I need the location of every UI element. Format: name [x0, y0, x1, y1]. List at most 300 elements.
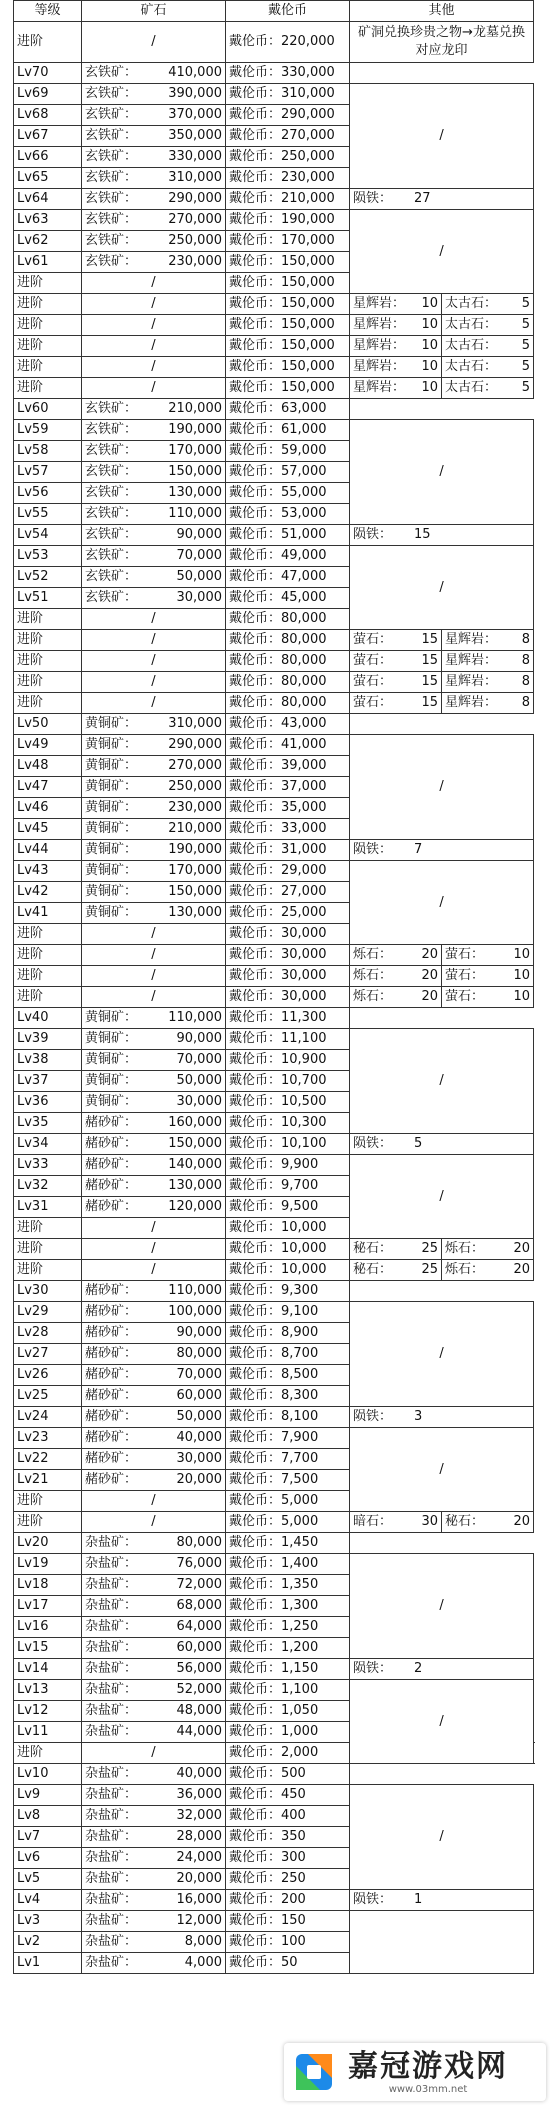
item-amount: 8: [521, 653, 531, 668]
cell-coin: 戴伦币：200: [226, 1890, 350, 1911]
cell-coin: 戴伦币：7,700: [226, 1449, 350, 1470]
cell-level: Lv12: [14, 1701, 82, 1722]
ore-amount: 170,000: [168, 443, 222, 458]
cell-level: Lv63: [14, 210, 82, 231]
cell-level: 进阶: [14, 693, 82, 714]
cell-ore: [82, 1050, 226, 1071]
cell-ore: [82, 714, 226, 735]
cell-ore: /: [82, 1743, 226, 1764]
cell-level: 进阶: [14, 336, 82, 357]
cell-level: 进阶: [14, 672, 82, 693]
cell-ore: /: [82, 378, 226, 399]
cell-level: 进阶: [14, 966, 82, 987]
header-ore: 矿石: [82, 1, 226, 22]
cell-ore: [82, 1155, 226, 1176]
cell-ore: [82, 1869, 226, 1890]
table-row: [14, 1029, 534, 1050]
ore-amount: 80,000: [176, 1346, 222, 1361]
cell-material-a: [350, 651, 442, 672]
ore-amount: 150,000: [168, 884, 222, 899]
item-name: 烁石：: [445, 1262, 485, 1277]
item-amount: 25: [421, 1241, 438, 1256]
cell-other: /: [350, 1680, 534, 1764]
cell-material-a: [350, 1512, 442, 1533]
item-name: 太古石：: [445, 296, 498, 311]
cell-ore: [82, 462, 226, 483]
cell-level: Lv28: [14, 1323, 82, 1344]
cell-coin: 戴伦币：1,350: [226, 1575, 350, 1596]
item-amount: 10: [421, 380, 438, 395]
ore-amount: 16,000: [176, 1892, 222, 1907]
cell-coin: 戴伦币：150,000: [226, 294, 350, 315]
item-name: 秘石：: [353, 1262, 393, 1277]
cell-ore: [82, 1029, 226, 1050]
ore-name: 玄铁矿：: [85, 548, 138, 563]
cell-ore: [82, 567, 226, 588]
cell-coin: 戴伦币：1,000: [226, 1722, 350, 1743]
cell-coin: 戴伦币：11,100: [226, 1029, 350, 1050]
item-name: 陨铁：: [353, 1661, 393, 1676]
item-name: 陨铁：: [353, 1409, 393, 1424]
cell-material-a: [350, 315, 442, 336]
cell-level: Lv6: [14, 1848, 82, 1869]
ore-amount: 40,000: [176, 1766, 222, 1781]
cell-level: Lv64: [14, 189, 82, 210]
cell-level: Lv20: [14, 1533, 82, 1554]
cell-other: /: [350, 1554, 534, 1659]
cell-other: [350, 189, 534, 210]
cell-level: 进阶: [14, 1239, 82, 1260]
item-name: 星辉岩：: [353, 380, 406, 395]
ore-name: 赭砂矿：: [85, 1367, 138, 1382]
cell-coin: 戴伦币：35,000: [226, 798, 350, 819]
cell-ore: [82, 1911, 226, 1932]
cell-level: Lv23: [14, 1428, 82, 1449]
cell-ore: [82, 777, 226, 798]
cell-ore: /: [82, 693, 226, 714]
cell-coin: 戴伦币：310,000: [226, 84, 350, 105]
cell-level: 进阶: [14, 651, 82, 672]
ore-amount: 130,000: [168, 485, 222, 500]
cell-ore: [82, 882, 226, 903]
cell-level: Lv42: [14, 882, 82, 903]
ore-amount: 100,000: [168, 1304, 222, 1319]
cell-ore: /: [82, 966, 226, 987]
table-row: [14, 1512, 534, 1533]
table-row: [14, 315, 534, 336]
ore-amount: 12,000: [176, 1913, 222, 1928]
cell-ore: [82, 504, 226, 525]
table-row: [14, 1239, 534, 1260]
table-row: [14, 525, 534, 546]
item-name: 烁石：: [353, 989, 393, 1004]
cell-ore: /: [82, 987, 226, 1008]
ore-name: 赭砂矿：: [85, 1451, 138, 1466]
cell-other: /: [350, 735, 534, 840]
ore-name: 赭砂矿：: [85, 1199, 138, 1214]
cell-coin: 戴伦币：10,000: [226, 1218, 350, 1239]
cell-level: Lv2: [14, 1932, 82, 1953]
ore-name: 杂盐矿：: [85, 1577, 138, 1592]
item-name: 萤石：: [353, 695, 393, 710]
cell-ore: [82, 441, 226, 462]
ore-name: 杂盐矿：: [85, 1808, 138, 1823]
table-wrapper: [13, 0, 534, 1974]
ore-name: 杂盐矿：: [85, 1955, 138, 1970]
cell-material-b: [442, 630, 534, 651]
ore-name: 黄铜矿：: [85, 1073, 138, 1088]
ore-amount: 28,000: [176, 1829, 222, 1844]
cell-level: Lv41: [14, 903, 82, 924]
item-amount: 30: [421, 1514, 438, 1529]
cell-ore: [82, 1533, 226, 1554]
ore-name: 杂盐矿：: [85, 1934, 138, 1949]
ore-amount: 24,000: [176, 1850, 222, 1865]
cell-material-a: [350, 630, 442, 651]
cell-ore: /: [82, 1512, 226, 1533]
cell-ore: [82, 1365, 226, 1386]
cell-ore: [82, 1176, 226, 1197]
cell-material-b: [442, 1260, 534, 1281]
table-row: [14, 1281, 534, 1302]
cell-coin: 戴伦币：1,450: [226, 1533, 350, 1554]
cell-ore: [82, 1113, 226, 1134]
item-amount: 15: [421, 632, 438, 647]
cell-level: Lv45: [14, 819, 82, 840]
cell-ore: [82, 399, 226, 420]
ore-name: 赭砂矿：: [85, 1115, 138, 1130]
ore-name: 黄铜矿：: [85, 737, 138, 752]
cell-level: Lv4: [14, 1890, 82, 1911]
item-amount: 15: [421, 653, 438, 668]
cell-material-a: [350, 693, 442, 714]
ore-name: 杂盐矿：: [85, 1850, 138, 1865]
header-coin: 戴伦币: [226, 1, 350, 22]
item-amount: 15: [421, 695, 438, 710]
ore-amount: 50,000: [176, 1073, 222, 1088]
site-logo-icon: [290, 2048, 338, 2096]
cell-level: Lv53: [14, 546, 82, 567]
cell-material-a: [350, 336, 442, 357]
cell-other: /: [350, 1785, 534, 1890]
ore-amount: 44,000: [176, 1724, 222, 1739]
item-amount: 10: [421, 338, 438, 353]
table-row: [14, 672, 534, 693]
cell-ore: [82, 1197, 226, 1218]
cell-other: [350, 1134, 534, 1155]
cell-level: Lv43: [14, 861, 82, 882]
cell-level: 进阶: [14, 1218, 82, 1239]
cell-coin: 戴伦币：290,000: [226, 105, 350, 126]
ore-name: 黄铜矿：: [85, 758, 138, 773]
ore-amount: 310,000: [168, 716, 222, 731]
item-name: 星辉岩：: [445, 632, 498, 647]
item-amount: 10: [421, 317, 438, 332]
item-amount: 10: [513, 989, 531, 1004]
cell-level: Lv60: [14, 399, 82, 420]
item-amount: 20: [513, 1241, 531, 1256]
cell-level: Lv51: [14, 588, 82, 609]
ore-amount: 140,000: [168, 1157, 222, 1172]
cell-ore: [82, 483, 226, 504]
item-name: 萤石：: [445, 947, 485, 962]
cell-level: Lv32: [14, 1176, 82, 1197]
cell-level: Lv33: [14, 1155, 82, 1176]
cell-coin: 戴伦币：250,000: [226, 147, 350, 168]
cell-coin: 戴伦币：61,000: [226, 420, 350, 441]
ore-amount: 250,000: [168, 233, 222, 248]
cell-coin: 戴伦币：300: [226, 1848, 350, 1869]
cell-level: Lv13: [14, 1680, 82, 1701]
cell-material-a: [350, 1239, 442, 1260]
ore-name: 玄铁矿：: [85, 233, 138, 248]
cell-material-b: [442, 651, 534, 672]
cell-coin: 戴伦币：150,000: [226, 378, 350, 399]
table-body: [14, 22, 534, 1974]
cell-ore: /: [82, 1260, 226, 1281]
ore-amount: 4,000: [184, 1955, 222, 1970]
ore-name: 黄铜矿：: [85, 716, 138, 731]
item-name: 萤石：: [353, 632, 393, 647]
cell-ore: [82, 1071, 226, 1092]
cell-level: Lv65: [14, 168, 82, 189]
cell-coin: 戴伦币：30,000: [226, 945, 350, 966]
item-amount: 5: [521, 296, 531, 311]
ore-amount: 230,000: [168, 800, 222, 815]
cell-coin: 戴伦币：8,500: [226, 1365, 350, 1386]
cell-level: 进阶: [14, 1260, 82, 1281]
ore-amount: 90,000: [176, 1325, 222, 1340]
cell-coin: 戴伦币：8,900: [226, 1323, 350, 1344]
cell-level: Lv37: [14, 1071, 82, 1092]
cell-material-b: [442, 1512, 534, 1533]
cell-ore: [82, 1281, 226, 1302]
cell-level: Lv59: [14, 420, 82, 441]
cell-ore: [82, 1575, 226, 1596]
cell-level: Lv44: [14, 840, 82, 861]
ore-name: 赭砂矿：: [85, 1409, 138, 1424]
cell-ore: [82, 861, 226, 882]
ore-name: 赭砂矿：: [85, 1472, 138, 1487]
item-name: 烁石：: [353, 947, 393, 962]
item-name: 星辉岩：: [353, 359, 406, 374]
cell-material-b: [442, 336, 534, 357]
cell-level: Lv39: [14, 1029, 82, 1050]
cell-material-a: [350, 987, 442, 1008]
cell-level: Lv11: [14, 1722, 82, 1743]
cell-level: 进阶: [14, 357, 82, 378]
cell-level: 进阶: [14, 1491, 82, 1512]
cell-coin: 戴伦币：43,000: [226, 714, 350, 735]
cell-coin: 戴伦币：80,000: [226, 651, 350, 672]
cell-other: [350, 840, 534, 861]
cell-coin: 戴伦币：1,400: [226, 1554, 350, 1575]
ore-name: 玄铁矿：: [85, 254, 138, 269]
cell-level: Lv67: [14, 126, 82, 147]
cell-level: 进阶: [14, 1512, 82, 1533]
cell-level: Lv15: [14, 1638, 82, 1659]
cell-material-b: [442, 945, 534, 966]
ore-amount: 190,000: [168, 842, 222, 857]
cell-ore: [82, 1407, 226, 1428]
item-name: 太古石：: [445, 317, 498, 332]
cell-other: /: [350, 1029, 534, 1134]
table-row: [14, 1890, 534, 1911]
ore-amount: 290,000: [168, 737, 222, 752]
ore-amount: 120,000: [168, 1199, 222, 1214]
table-row: [14, 1659, 534, 1680]
cell-coin: 戴伦币：51,000: [226, 525, 350, 546]
ore-amount: 390,000: [168, 86, 222, 101]
ore-name: 玄铁矿：: [85, 149, 138, 164]
cell-coin: 戴伦币：50: [226, 1953, 350, 1974]
ore-name: 玄铁矿：: [85, 170, 138, 185]
table-row: [14, 378, 534, 399]
item-amount: 3: [414, 1409, 423, 1424]
cell-level: Lv62: [14, 231, 82, 252]
cell-ore: /: [82, 672, 226, 693]
ore-name: 玄铁矿：: [85, 191, 138, 206]
item-name: 陨铁：: [353, 1136, 393, 1151]
ore-name: 黄铜矿：: [85, 821, 138, 836]
item-amount: 10: [421, 359, 438, 374]
ore-name: 赭砂矿：: [85, 1157, 138, 1172]
ore-amount: 110,000: [168, 1010, 222, 1025]
item-name: 秘石：: [353, 1241, 393, 1256]
ore-amount: 250,000: [168, 779, 222, 794]
cell-ore: /: [82, 294, 226, 315]
cell-coin: 戴伦币：25,000: [226, 903, 350, 924]
table-row: [14, 1302, 534, 1323]
cell-ore: /: [82, 945, 226, 966]
ore-name: 杂盐矿：: [85, 1829, 138, 1844]
cell-level: Lv5: [14, 1869, 82, 1890]
cell-ore: [82, 1134, 226, 1155]
cell-ore: [82, 1680, 226, 1701]
cell-material-b: [442, 294, 534, 315]
cell-coin: 戴伦币：80,000: [226, 672, 350, 693]
cell-ore: [82, 819, 226, 840]
table-row: [14, 1680, 534, 1701]
cell-ore: [82, 1008, 226, 1029]
ore-name: 玄铁矿：: [85, 65, 138, 80]
item-amount: 10: [513, 968, 531, 983]
cell-level: Lv61: [14, 252, 82, 273]
item-amount: 20: [421, 968, 438, 983]
item-name: 秘石：: [445, 1514, 485, 1529]
item-name: 太古石：: [445, 338, 498, 353]
ore-name: 杂盐矿：: [85, 1892, 138, 1907]
cell-coin: 戴伦币：10,000: [226, 1239, 350, 1260]
ore-name: 杂盐矿：: [85, 1913, 138, 1928]
cell-level: Lv34: [14, 1134, 82, 1155]
cell-level: Lv38: [14, 1050, 82, 1071]
ore-amount: 160,000: [168, 1115, 222, 1130]
ore-name: 赭砂矿：: [85, 1346, 138, 1361]
cell-coin: 戴伦币：10,500: [226, 1092, 350, 1113]
cell-ore: [82, 210, 226, 231]
cell-level: Lv30: [14, 1281, 82, 1302]
table-row: [14, 1785, 534, 1806]
ore-amount: 130,000: [168, 1178, 222, 1193]
cell-coin: 戴伦币：11,300: [226, 1008, 350, 1029]
table-row: [14, 966, 534, 987]
cell-ore: [82, 903, 226, 924]
cell-coin: 戴伦币：45,000: [226, 588, 350, 609]
table-row: [14, 1407, 534, 1428]
cell-coin: 戴伦币：210,000: [226, 189, 350, 210]
watermark-url: www.03mm.net: [388, 2083, 468, 2095]
item-name: 暗石：: [353, 1514, 393, 1529]
cell-coin: 戴伦币：33,000: [226, 819, 350, 840]
table-row: [14, 987, 534, 1008]
table-row: [14, 210, 534, 231]
ore-amount: 30,000: [176, 1094, 222, 1109]
table-row: [14, 1911, 534, 1932]
cell-level: Lv18: [14, 1575, 82, 1596]
item-name: 星辉岩：: [445, 695, 498, 710]
cell-level: 进阶: [14, 378, 82, 399]
cell-coin: 戴伦币：190,000: [226, 210, 350, 231]
header-level: 等级: [14, 1, 82, 22]
cell-level: Lv8: [14, 1806, 82, 1827]
cell-ore: /: [82, 273, 226, 294]
table-row: [14, 1533, 534, 1554]
cell-other: [350, 1407, 534, 1428]
cell-coin: 戴伦币：450: [226, 1785, 350, 1806]
cell-level: 进阶: [14, 987, 82, 1008]
cell-ore: [82, 168, 226, 189]
cell-coin: 戴伦币：150,000: [226, 357, 350, 378]
item-amount: 10: [513, 947, 531, 962]
header-other: 其他: [350, 1, 534, 22]
cell-coin: 戴伦币：270,000: [226, 126, 350, 147]
ore-name: 玄铁矿：: [85, 107, 138, 122]
ore-amount: 170,000: [168, 863, 222, 878]
ore-amount: 32,000: [176, 1808, 222, 1823]
cell-ore: [82, 525, 226, 546]
ore-amount: 60,000: [176, 1388, 222, 1403]
cell-level: Lv10: [14, 1764, 82, 1785]
ore-name: 杂盐矿：: [85, 1703, 138, 1718]
cell-ore: [82, 546, 226, 567]
cell-level: 进阶: [14, 1743, 82, 1764]
cell-coin: 戴伦币：9,300: [226, 1281, 350, 1302]
cell-coin: 戴伦币：5,000: [226, 1491, 350, 1512]
ore-amount: 410,000: [168, 65, 222, 80]
cell-coin: 戴伦币：80,000: [226, 693, 350, 714]
cell-coin: 戴伦币：10,000: [226, 1260, 350, 1281]
cell-other: [350, 525, 534, 546]
cell-material-b: [442, 315, 534, 336]
cell-ore: [82, 1953, 226, 1974]
ore-name: 赭砂矿：: [85, 1178, 138, 1193]
cell-ore: [82, 1554, 226, 1575]
cell-material-b: [442, 693, 534, 714]
cell-coin: 戴伦币：30,000: [226, 924, 350, 945]
cell-level: Lv19: [14, 1554, 82, 1575]
cell-ore: /: [82, 1239, 226, 1260]
cell-level: Lv22: [14, 1449, 82, 1470]
table-row: [14, 1155, 534, 1176]
ore-name: 玄铁矿：: [85, 506, 138, 521]
item-amount: 20: [421, 947, 438, 962]
item-amount: 5: [521, 317, 531, 332]
item-amount: 7: [414, 842, 423, 857]
cell-coin: 戴伦币：5,000: [226, 1512, 350, 1533]
cell-coin: 戴伦币：29,000: [226, 861, 350, 882]
cell-coin: 戴伦币：1,300: [226, 1596, 350, 1617]
